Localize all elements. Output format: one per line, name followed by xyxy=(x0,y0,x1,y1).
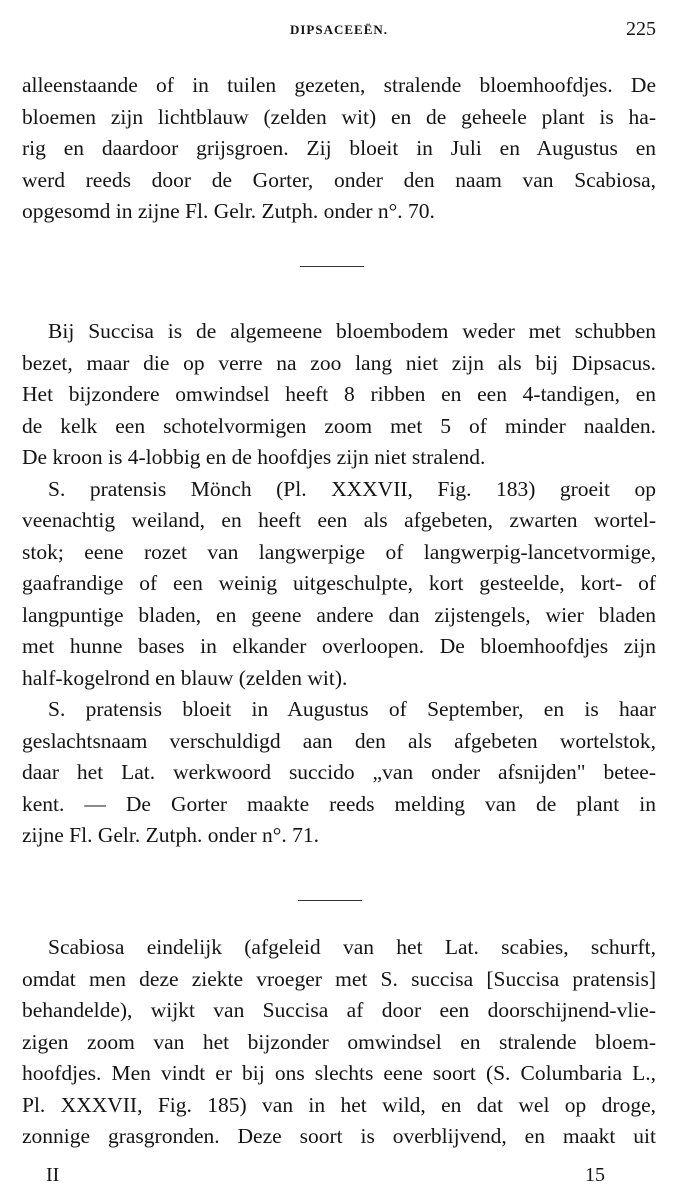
text-line: bezet, maar die op verre na zoo lang niet zijn als bij Dipsacus. xyxy=(22,350,656,375)
text-line: Scabiosa eindelijk (afgeleid van het Lat. scabies, schurft, xyxy=(48,935,656,959)
paragraph-dipsacus-end xyxy=(22,70,656,228)
text-line: hoofdjes. Men vindt er bij ons slechts eene soort (S. Columbaria L., xyxy=(22,1061,656,1085)
text-line: half-kogelrond en blauw (zelden wit). xyxy=(22,665,348,690)
text-line: De kroon is 4-lobbig en de hoofdjes zijn niet stralend. xyxy=(22,445,486,469)
section-scabiosa xyxy=(22,932,656,1153)
text-line: alleenstaande of in tuilen gezeten, stralende bloemhoofdjes. De xyxy=(22,73,656,97)
text-line: veenachtig weiland, en heeft een als afgebeten, zwarten wortel- xyxy=(22,508,656,532)
section-divider xyxy=(298,900,362,901)
section-succisa xyxy=(22,316,656,852)
text-line: behandelde), wijkt van Succisa af door een doorschijnend-vlie- xyxy=(22,998,656,1022)
text-line: kent. — De Gorter maakte reeds melding van de plant in xyxy=(22,791,656,816)
signature-mark: II xyxy=(46,1164,60,1186)
text-line: zigen zoom van het bijzonder omwindsel en stralende bloem- xyxy=(22,1029,656,1054)
text-line: geslachtsnaam verschuldigd aan den als afgebeten wortelstok, xyxy=(22,728,656,753)
text-line: zonnige grasgronden. Deze soort is overblijvend, en maakt uit xyxy=(22,1124,656,1148)
text-line: de kelk een schotelvormigen zoom met 5 of minder naalden. xyxy=(22,413,656,438)
text-line: rig en daardoor grijsgroen. Zij bloeit in Juli en Augustus en xyxy=(22,136,656,160)
text-line: Het bijzondere omwindsel heeft 8 ribben en een 4-tandigen, en xyxy=(22,382,656,406)
page-number: 225 xyxy=(626,18,656,40)
text-line: zijne Fl. Gelr. Zutph. onder n°. 71. xyxy=(22,823,320,847)
text-line: Pl. XXXVII, Fig. 185) van in het wild, en dat wel op droge, xyxy=(22,1092,656,1117)
text-line: daar het Lat. werkwoord succido „van onder afsnijden" betee- xyxy=(22,760,656,784)
running-header: DIPSACEEËN. xyxy=(289,22,389,37)
text-line: S. pratensis bloeit in Augustus of September, en is haar xyxy=(48,697,656,721)
text-line: bloemen zijn lichtblauw (zelden wit) en de geheele plant is ha- xyxy=(22,104,656,129)
text-line: opgesomd in zijne Fl. Gelr. Zutph. onder n°. 70. xyxy=(22,199,435,223)
text-line: langpuntige bladen, en geene andere dan zijstengels, wier bladen xyxy=(22,602,656,627)
sheet-number: 15 xyxy=(585,1164,605,1186)
text-line: gaafrandige of een weinig uitgeschulpte, kort gesteelde, kort- of xyxy=(22,571,656,595)
text-line: S. pratensis Mönch (Pl. XXXVII, Fig. 183) groeit op xyxy=(48,476,656,501)
text-line: omdat men deze ziekte vroeger met S. succisa [Succisa pratensis] xyxy=(22,966,656,991)
text-line: Bij Succisa is de algemeene bloembodem weder met schubben xyxy=(48,319,656,343)
text-line: stok; eene rozet van langwerpige of langwerpig-lancetvormige, xyxy=(22,539,656,564)
text-line: met hunne bases in elkander overloopen. De bloemhoofdjes zijn xyxy=(22,634,656,658)
text-line: werd reeds door de Gorter, onder den naam van Scabiosa, xyxy=(22,167,656,192)
section-divider xyxy=(300,266,364,267)
